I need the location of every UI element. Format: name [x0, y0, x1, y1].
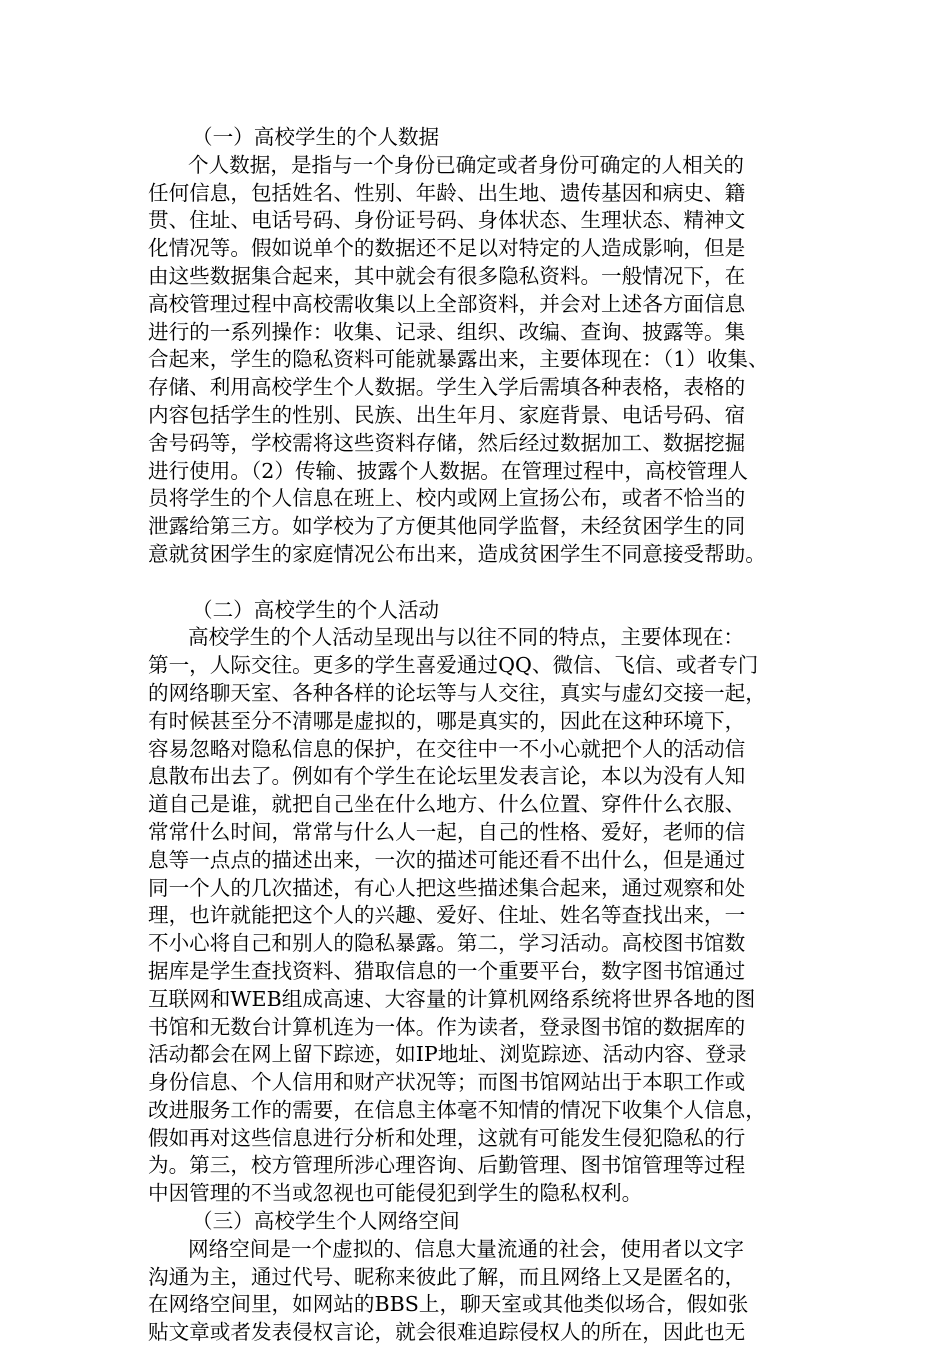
section-heading: （二）高校学生的个人活动: [192, 597, 440, 622]
paragraph-line: 容易忽略对隐私信息的保护，在交往中一不小心就把个人的活动信: [148, 736, 746, 761]
paragraph-line: 任何信息，包括姓名、性别、年龄、出生地、遗传基因和病史、籍: [148, 180, 746, 205]
section-personal-data: [148, 124, 808, 569]
paragraph-line: 内容包括学生的性别、民族、出生年月、家庭背景、电话号码、宿: [148, 402, 746, 427]
paragraph-line: 息散布出去了。例如有个学生在论坛里发表言论，本以为没有人知: [148, 764, 746, 789]
paragraph-line: 同一个人的几次描述，有心人把这些描述集合起来，通过观察和处: [148, 875, 746, 900]
paragraph-line: 进行的一系列操作：收集、记录、组织、改编、查询、披露等。集: [148, 319, 746, 344]
paragraph-line: 泄露给第三方。如学校为了方便其他同学监督，未经贫困学生的同: [148, 514, 746, 539]
paragraph-line: 舍号码等，学校需将这些资料存储，然后经过数据加工、数据挖掘: [148, 430, 746, 455]
paragraph-line: 为。第三，校方管理所涉心理咨询、后勤管理、图书馆管理等过程: [148, 1153, 746, 1178]
paragraph-line: 假如再对这些信息进行分析和处理，这就有可能发生侵犯隐私的行: [148, 1125, 746, 1150]
paragraph-line: 活动都会在网上留下踪迹，如IP地址、浏览踪迹、活动内容、登录: [148, 1042, 747, 1067]
section-personal-cyberspace: [148, 1208, 808, 1347]
paragraph-line: 沟通为主，通过代号、昵称来彼此了解，而且网络上又是匿名的，: [148, 1264, 746, 1289]
section-heading: （三）高校学生个人网络空间: [192, 1209, 460, 1234]
paragraph-line: 高校学生的个人活动呈现出与以往不同的特点，主要体现在：: [188, 625, 745, 650]
paragraph-line: 意就贫困学生的家庭情况公布出来，造成贫困学生不同意接受帮助。: [148, 541, 766, 566]
section-personal-activities: [148, 597, 808, 1209]
section-heading: （一）高校学生的个人数据: [192, 125, 440, 149]
paragraph-line: 贯、住址、电话号码、身份证号码、身体状态、生理状态、精神文: [148, 208, 746, 233]
paragraph-line: 合起来，学生的隐私资料可能就暴露出来，主要体现在：（1）收集、: [148, 347, 769, 372]
paragraph-line: 网络空间是一个虚拟的、信息大量流通的社会，使用者以文字: [188, 1236, 745, 1261]
paragraph-line: 的网络聊天室、各种各样的论坛等与人交往，真实与虚幻交接一起，: [148, 680, 766, 705]
paragraph-line: 改进服务工作的需要，在信息主体毫不知情的情况下收集个人信息，: [148, 1097, 766, 1122]
paragraph-line: 有时候甚至分不清哪是虚拟的，哪是真实的，因此在这种环境下，: [148, 708, 746, 733]
paragraph-line: 个人数据，是指与一个身份已确定或者身份可确定的人相关的: [188, 152, 745, 177]
paragraph-line: 存储、利用高校学生个人数据。学生入学后需填各种表格，表格的: [148, 375, 746, 400]
paragraph-line: 互联网和WEB组成高速、大容量的计算机网络系统将世界各地的图: [148, 986, 756, 1011]
paragraph-line: 理，也许就能把这个人的兴趣、爱好、住址、姓名等查找出来，一: [148, 903, 746, 928]
document-page: [148, 124, 808, 1347]
paragraph-line: 身份信息、个人信用和财产状况等；而图书馆网站出于本职工作或: [148, 1070, 746, 1095]
paragraph-line: 由这些数据集合起来，其中就会有很多隐私资料。一般情况下，在: [148, 263, 746, 288]
paragraph-line: 化情况等。假如说单个的数据还不足以对特定的人造成影响，但是: [148, 236, 746, 261]
paragraph-line: 高校管理过程中高校需收集以上全部资料，并会对上述各方面信息: [148, 291, 746, 316]
paragraph-line: 常常什么时间，常常与什么人一起，自己的性格、爱好，老师的信: [148, 819, 746, 844]
paragraph-line: 第一，人际交往。更多的学生喜爱通过QQ、微信、飞信、或者专门: [148, 653, 759, 678]
paragraph-line: 书馆和无数台计算机连为一体。作为读者，登录图书馆的数据库的: [148, 1014, 746, 1039]
paragraph-line: 不小心将自己和别人的隐私暴露。第二，学习活动。高校图书馆数: [148, 931, 746, 956]
paragraph-line: 在网络空间里，如网站的BBS上，聊天室或其他类似场合，假如张: [148, 1292, 749, 1317]
paragraph-line: 道自己是谁，就把自己坐在什么地方、什么位置、穿件什么衣服、: [148, 792, 746, 817]
paragraph-line: 贴文章或者发表侵权言论，就会很难追踪侵权人的所在，因此也无: [148, 1320, 746, 1345]
paragraph-line: 中因管理的不当或忽视也可能侵犯到学生的隐私权利。: [148, 1181, 643, 1206]
section-spacer: [148, 569, 808, 597]
paragraph-line: 据库是学生查找资料、猎取信息的一个重要平台，数字图书馆通过: [148, 958, 746, 983]
paragraph-line: 进行使用。（2）传输、披露个人数据。在管理过程中，高校管理人: [148, 458, 749, 483]
paragraph-line: 息等一点点的描述出来，一次的描述可能还看不出什么，但是通过: [148, 847, 746, 872]
paragraph-line: 员将学生的个人信息在班上、校内或网上宣扬公布，或者不恰当的: [148, 486, 746, 511]
